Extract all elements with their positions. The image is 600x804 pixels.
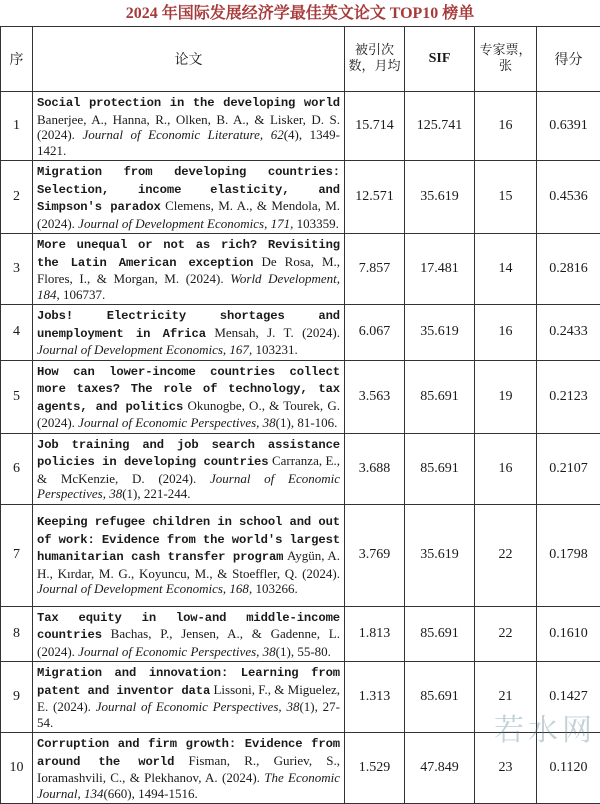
paper-cell xyxy=(33,305,345,361)
paper-issue: , 106737. xyxy=(57,287,106,302)
score-cell: 0.2123 xyxy=(537,360,600,433)
paper-authors: Clemens, M. A., & Mendola, M. (2024). xyxy=(37,198,340,231)
table-row xyxy=(1,305,600,361)
sif-cell: 35.619 xyxy=(405,305,475,361)
paper-cell xyxy=(33,733,345,804)
citations-cell: 12.571 xyxy=(345,161,405,234)
paper-authors: Okunogbe, O., & Tourek, G. (2024). xyxy=(37,398,340,431)
paper-cell xyxy=(33,360,345,433)
sif-cell: 125.741 xyxy=(405,92,475,161)
votes-cell: 14 xyxy=(475,234,537,305)
sif-cell: 17.481 xyxy=(405,234,475,305)
paper-authors: Carranza, E., & McKenzie, D. (2024). xyxy=(37,453,340,486)
table-row xyxy=(1,360,600,433)
rank-cell: 6 xyxy=(1,433,33,504)
paper-title: Migration and innovation: Learning from patent and inventor data xyxy=(37,666,340,698)
votes-cell: 21 xyxy=(475,662,537,733)
rank-cell: 9 xyxy=(1,662,33,733)
score-cell: 0.1427 xyxy=(537,662,600,733)
sif-cell: 35.619 xyxy=(405,504,475,606)
paper-cell xyxy=(33,504,345,606)
paper-journal: Journal of Economic Perspectives, 38 xyxy=(78,415,275,430)
citations-cell: 7.857 xyxy=(345,234,405,305)
paper-authors: Banerjee, A., Hanna, R., Olken, B. A., & Lisker, D. S. (2024). xyxy=(37,112,340,143)
rank-cell: 1 xyxy=(1,92,33,161)
paper-issue: (1), 221-244. xyxy=(122,486,190,501)
sif-cell: 35.619 xyxy=(405,161,475,234)
paper-authors: Fisman, R., Guriev, S., Ioramashvili, C., & Plekhanov, A. (2024). xyxy=(37,753,340,786)
header-sif: SIF xyxy=(405,27,475,92)
paper-issue: (660), 1494-1516. xyxy=(103,786,197,801)
paper-issue: (1), 81-106. xyxy=(276,415,338,430)
sif-cell: 85.691 xyxy=(405,433,475,504)
paper-authors: Mensah, J. T. (2024). xyxy=(214,325,340,340)
citations-cell: 1.313 xyxy=(345,662,405,733)
paper-journal: Journal of Economic Perspectives, 38 xyxy=(37,471,340,502)
paper-issue: , 103231. xyxy=(249,342,298,357)
paper-journal: Journal of Development Economics, 168 xyxy=(37,581,249,596)
paper-cell xyxy=(33,662,345,733)
rank-cell: 10 xyxy=(1,733,33,804)
score-cell: 0.6391 xyxy=(537,92,600,161)
citations-cell: 1.529 xyxy=(345,733,405,804)
rank-cell: 5 xyxy=(1,360,33,433)
header-row xyxy=(1,27,600,92)
paper-issue: (1), 27-54. xyxy=(37,699,340,730)
paper-issue: (1), 55-80. xyxy=(276,644,331,659)
votes-cell: 23 xyxy=(475,733,537,804)
paper-journal: Journal of Development Economics, 171 xyxy=(78,216,290,231)
paper-journal: World Development, 184 xyxy=(37,271,340,302)
votes-cell: 22 xyxy=(475,606,537,662)
paper-authors: Aygün, A. H., Kırdar, M. G., Koyuncu, M., & Stoeffler, Q. (2024). xyxy=(37,548,340,581)
citations-cell: 3.688 xyxy=(345,433,405,504)
paper-journal: The Economic Journal, 134 xyxy=(37,770,340,801)
score-cell: 0.1120 xyxy=(537,733,600,804)
votes-cell: 15 xyxy=(475,161,537,234)
rank-cell: 2 xyxy=(1,161,33,234)
paper-title: Corruption and firm growth: Evidence from around the world xyxy=(37,737,340,769)
table-row xyxy=(1,234,600,305)
paper-journal: Journal of Economic Perspectives, 38 xyxy=(96,699,300,714)
page-title: 2024 年国际发展经济学最佳英文论文 TOP10 榜单 xyxy=(0,2,600,26)
sif-cell: 85.691 xyxy=(405,606,475,662)
sif-cell: 47.849 xyxy=(405,733,475,804)
paper-issue: , 103359. xyxy=(290,216,339,231)
paper-journal: Journal of Development Economics, 167 xyxy=(37,342,249,357)
score-cell: 0.1798 xyxy=(537,504,600,606)
table-row xyxy=(1,92,600,161)
citations-cell: 1.813 xyxy=(345,606,405,662)
paper-journal: Journal of Economic Perspectives, 38 xyxy=(78,644,275,659)
rank-cell: 3 xyxy=(1,234,33,305)
paper-title: Social protection in the developing world xyxy=(37,96,340,110)
header-paper: 论文 xyxy=(33,27,345,92)
citations-cell: 6.067 xyxy=(345,305,405,361)
header-score: 得分 xyxy=(537,27,600,92)
watermark: 若水网 xyxy=(494,705,596,749)
paper-authors: De Rosa, M., Flores, I., & Morgan, M. (2024). xyxy=(37,254,340,287)
score-cell: 0.2433 xyxy=(537,305,600,361)
votes-cell: 16 xyxy=(475,305,537,361)
rank-cell: 8 xyxy=(1,606,33,662)
table-row xyxy=(1,161,600,234)
citations-cell: 3.769 xyxy=(345,504,405,606)
paper-cell xyxy=(33,92,345,161)
rank-cell: 4 xyxy=(1,305,33,361)
paper-title: Migration from developing countries: Selection, income elasticity, and Simpson's paradox xyxy=(37,165,340,214)
votes-cell: 16 xyxy=(475,433,537,504)
paper-title: Keeping refugee children in school and out of work: Evidence from the world's largest humanitarian cash transfer program xyxy=(37,515,340,564)
votes-cell: 22 xyxy=(475,504,537,606)
citations-cell: 3.563 xyxy=(345,360,405,433)
sif-cell: 85.691 xyxy=(405,360,475,433)
header-votes: 专家票，张 xyxy=(475,27,537,92)
paper-authors: Bachas, P., Jensen, A., & Gadenne, L. (2024). xyxy=(37,626,340,659)
paper-journal: Journal of Economic Literature, 62 xyxy=(82,127,283,142)
paper-title: More unequal or not as rich? Revisiting the Latin American exception xyxy=(37,238,340,270)
rank-cell: 7 xyxy=(1,504,33,606)
table-row xyxy=(1,433,600,504)
score-cell: 0.2816 xyxy=(537,234,600,305)
sif-cell: 85.691 xyxy=(405,662,475,733)
ranking-table xyxy=(0,26,600,804)
paper-issue: , 103266. xyxy=(249,581,298,596)
paper-cell xyxy=(33,433,345,504)
table-row xyxy=(1,504,600,606)
paper-cell xyxy=(33,234,345,305)
score-cell: 0.4536 xyxy=(537,161,600,234)
paper-title: Job training and job search assistance policies in developing countries xyxy=(37,438,340,470)
paper-cell xyxy=(33,606,345,662)
paper-authors: Lissoni, F., & Miguelez, E. (2024). xyxy=(37,682,340,715)
score-cell: 0.2107 xyxy=(537,433,600,504)
votes-cell: 19 xyxy=(475,360,537,433)
paper-title: Tax equity in low-and middle-income countries xyxy=(37,611,340,643)
header-rank: 序 xyxy=(1,27,33,92)
paper-issue: (4), 1349-1421. xyxy=(37,127,340,158)
paper-cell xyxy=(33,161,345,234)
header-citations: 被引次数，月均 xyxy=(345,27,405,92)
citations-cell: 15.714 xyxy=(345,92,405,161)
votes-cell: 16 xyxy=(475,92,537,161)
table-row xyxy=(1,606,600,662)
paper-title: How can lower-income countries collect more taxes? The role of technology, tax agents, and politics xyxy=(37,365,340,414)
score-cell: 0.1610 xyxy=(537,606,600,662)
paper-title: Jobs! Electricity shortages and unemployment in Africa xyxy=(37,309,340,341)
